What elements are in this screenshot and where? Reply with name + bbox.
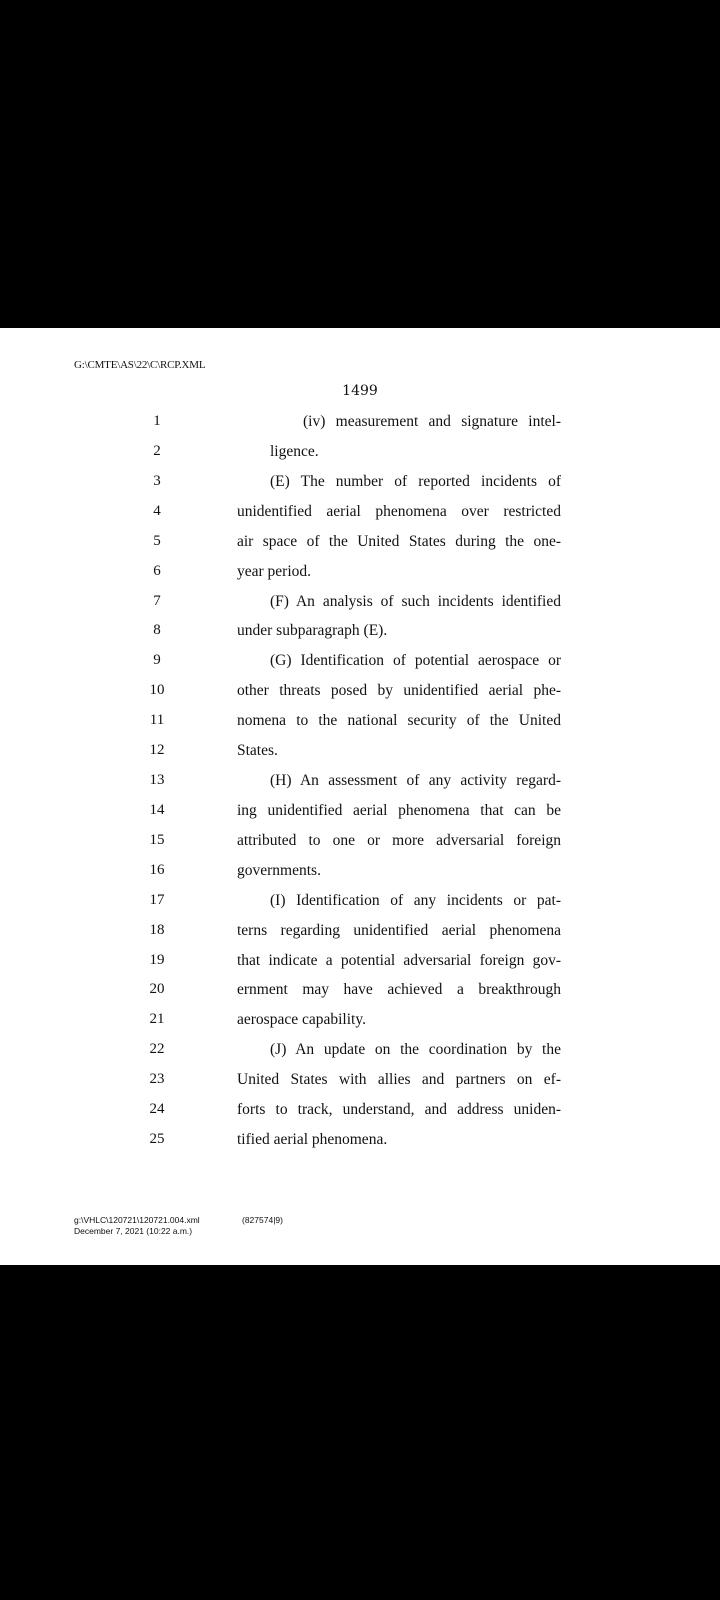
text-line [0,1068,720,1098]
line-text: air space of the United States during the one- [237,532,561,550]
line-number: 23 [149,1071,165,1088]
footer-doc-id: (827574|9) [242,1215,283,1225]
line-text: year period. [237,562,312,580]
line-text: (E) The number of reported incidents of [270,472,561,490]
text-line [0,560,720,590]
text-line [0,410,720,440]
page-footer [74,1215,283,1237]
line-text: terns regarding unidentified aerial phenomena [237,921,561,939]
line-number: 18 [149,921,165,938]
line-number: 20 [149,981,165,998]
text-line [0,978,720,1008]
text-line [0,859,720,889]
text-line [0,1098,720,1128]
line-text: that indicate a potential adversarial foreign gov- [237,951,561,969]
line-text: forts to track, understand, and address uniden- [237,1101,561,1119]
line-text: tified aerial phenomena. [237,1131,388,1149]
text-line [0,649,720,679]
line-number: 14 [149,801,165,818]
text-line [0,1128,720,1158]
line-text: (G) Identification of potential aerospace or [270,652,561,670]
line-number: 22 [149,1041,165,1058]
line-text: governments. [237,861,321,879]
text-line [0,889,720,919]
line-text: (iv) measurement and signature intel- [303,413,561,430]
text-line [0,709,720,739]
line-number: 5 [153,532,161,549]
text-line [0,829,720,859]
line-number: 7 [153,592,161,609]
document-page [0,328,720,1265]
text-line [0,739,720,769]
text-line [0,470,720,500]
header-file-path: G:\CMTE\AS\22\C\RCP.XML [74,359,206,371]
line-text: nomena to the national security of the United [237,712,561,730]
line-text: ligence. [270,442,319,460]
line-text: attributed to one or more adversarial foreign [237,831,561,849]
text-line [0,590,720,620]
line-number: 15 [149,831,165,848]
line-text: (I) Identification of any incidents or pat- [270,891,561,909]
line-text: United States with allies and partners on ef- [237,1071,561,1089]
line-number: 16 [149,861,165,878]
text-line [0,799,720,829]
text-line [0,530,720,560]
line-text: unidentified aerial phenomena over restricted [237,502,561,520]
line-text: States. [237,742,278,760]
line-number: 12 [149,742,165,759]
line-number: 4 [153,502,161,519]
line-text: other threats posed by unidentified aerial phe- [237,682,561,700]
line-number: 6 [153,562,161,579]
page-number-text: 1499 [342,383,378,399]
line-text: (F) An analysis of such incidents identified [270,592,561,610]
line-number: 13 [149,772,165,789]
line-number: 2 [153,442,161,459]
text-line [0,1008,720,1038]
line-number: 19 [149,951,165,968]
line-number: 3 [153,472,161,489]
text-line [0,1038,720,1068]
footer-file-path: g:\VHLC\120721\120721.004.xml [74,1215,200,1225]
line-number: 1 [153,413,161,429]
text-line [0,500,720,530]
line-text: under subparagraph (E). [237,622,388,640]
text-line [0,440,720,470]
text-line [0,919,720,949]
page-number [0,383,720,399]
line-number: 11 [149,712,165,729]
line-text: aerospace capability. [237,1011,366,1029]
line-number: 24 [149,1101,165,1118]
line-number: 8 [153,622,161,639]
line-text: ernment may have achieved a breakthrough [237,981,561,999]
line-number: 9 [153,652,161,669]
line-text: (H) An assessment of any activity regard- [270,772,561,790]
line-number: 25 [149,1131,165,1148]
line-text: (J) An update on the coordination by the [270,1041,561,1059]
line-number: 17 [149,891,165,908]
text-line [0,769,720,799]
text-line [0,619,720,649]
text-line [0,679,720,709]
line-text: ing unidentified aerial phenomena that can be [237,801,561,819]
footer-date: December 7, 2021 (10:22 a.m.) [74,1226,193,1236]
text-line [0,949,720,979]
line-number: 21 [149,1011,165,1028]
line-number: 10 [149,682,165,699]
